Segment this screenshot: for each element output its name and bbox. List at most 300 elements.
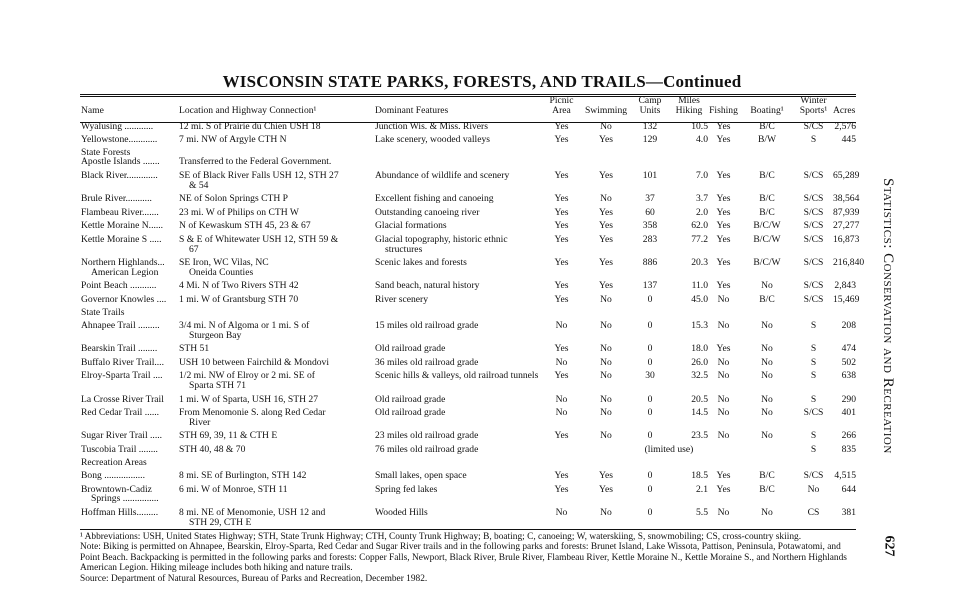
cell-location: USH 10 between Fairchild & Mondovi (179, 356, 330, 368)
cell-winter (795, 381, 832, 391)
cell-features (374, 331, 541, 341)
cell-name: Flambeau River....... (81, 206, 159, 218)
table-row (80, 167, 856, 181)
cell-winter: S (810, 320, 817, 332)
cell-fishing: Yes (716, 483, 731, 495)
cell-camp: 886 (642, 257, 658, 269)
cell-features: Small lakes, open space (375, 470, 467, 482)
cell-picnic: No (555, 356, 568, 368)
cell-swimming: No (600, 370, 612, 382)
col-header-winter: Winter Sports¹ (799, 95, 828, 116)
cell-name (80, 331, 178, 341)
cell-swimming: Yes (599, 206, 613, 218)
col-header-hiking: Miles Hiking (675, 95, 703, 116)
table-row (80, 291, 856, 305)
cell-acres: 835 (841, 444, 856, 456)
cell-winter (795, 157, 832, 167)
cell-boating (739, 418, 795, 428)
cell-location-continuation: STH 29, CTH E (189, 516, 252, 528)
table-row (80, 340, 856, 354)
cell-fishing: No (717, 370, 730, 382)
cell-name: Red Cedar Trail ...... (81, 407, 160, 419)
table-row (80, 217, 856, 231)
cell-location (178, 245, 374, 255)
cell-acres: 208 (841, 320, 856, 332)
cell-fishing (708, 441, 739, 455)
cell-features: Old railroad grade (375, 407, 446, 419)
cell-picnic: Yes (554, 293, 569, 305)
cell-name: Kettle Moraine N...... (81, 220, 164, 232)
table-row (80, 245, 856, 255)
cell-features: 15 miles old railroad grade (375, 320, 479, 332)
cell-fishing (708, 268, 739, 278)
cell-acres: 445 (841, 134, 856, 146)
cell-picnic: Yes (554, 169, 569, 181)
cell-features (374, 268, 541, 278)
cell-fishing (708, 181, 739, 191)
cell-fishing: Yes (716, 343, 731, 355)
table-row (80, 418, 856, 428)
cell-picnic (541, 494, 582, 504)
col-header-features: Dominant Features (375, 104, 449, 116)
cell-fishing: Yes (716, 193, 731, 205)
cell-features: Scenic lakes and forests (375, 257, 467, 269)
table-bottom-rule (80, 529, 856, 530)
cell-features (374, 181, 541, 191)
cell-hiking (670, 245, 708, 255)
cell-boating (739, 245, 795, 255)
cell-picnic: Yes (554, 370, 569, 382)
cell-name (80, 518, 178, 528)
cell-swimming: No (600, 430, 612, 442)
cell-features: Old railroad grade (375, 343, 446, 355)
cell-acres (832, 418, 856, 428)
cell-hiking: 18.0 (691, 343, 708, 355)
cell-swimming (582, 268, 630, 278)
cell-picnic: Yes (554, 120, 569, 132)
cell-location: SE of Black River Falls USH 12, STH 27 (179, 169, 339, 181)
cell-location (178, 268, 374, 278)
cell-fishing: Yes (716, 257, 731, 269)
cell-fishing (708, 494, 739, 504)
cell-winter (795, 245, 832, 255)
cell-boating: No (761, 343, 773, 355)
cell-name: Kettle Moraine S ..... (81, 233, 162, 245)
cell-camp (630, 518, 670, 528)
section-heading: Recreation Areas (81, 456, 147, 468)
cell-swimming: No (600, 407, 612, 419)
cell-name: Brule River........... (81, 193, 152, 205)
cell-picnic: Yes (554, 193, 569, 205)
cell-features: Glacial topography, historic ethnic (375, 233, 508, 245)
cell-hiking (670, 518, 708, 528)
cell-features: Sand beach, natural history (375, 280, 480, 292)
cell-swimming: Yes (599, 220, 613, 232)
cell-winter: S (810, 356, 817, 368)
cell-acres (832, 331, 856, 341)
cell-acres: 2,576 (834, 120, 856, 132)
cell-location: 23 mi. W of Philips on CTH W (179, 206, 299, 218)
table-row (80, 157, 856, 167)
table-header-row (80, 96, 856, 118)
cell-features: Lake scenery, wooded valleys (375, 134, 490, 146)
cell-features: Spring fed lakes (375, 483, 438, 495)
table-row (80, 367, 856, 381)
cell-boating (739, 381, 795, 391)
cell-swimming: No (600, 320, 612, 332)
table-row (80, 481, 856, 495)
cell-hiking: 2.1 (696, 483, 708, 495)
cell-acres: 290 (841, 393, 856, 405)
cell-features: River scenery (375, 293, 429, 305)
cell-features: Scenic hills & valleys, old railroad tunnels (375, 370, 539, 382)
cell-boating: B/C/W (753, 220, 781, 232)
cell-camp: 0 (647, 483, 653, 495)
cell-camp (630, 494, 670, 504)
cell-location: STH 40, 48 & 70 (179, 444, 246, 456)
cell-swimming (582, 331, 630, 341)
cell-acres: 381 (841, 507, 856, 518)
cell-fishing: No (717, 407, 730, 419)
cell-name: Ahnapee Trail ......... (81, 320, 160, 332)
cell-camp (630, 181, 670, 191)
cell-hiking: 20.3 (691, 257, 708, 269)
cell-camp: 0 (647, 470, 653, 482)
cell-acres (832, 181, 856, 191)
cell-picnic (541, 181, 582, 191)
cell-acres (832, 157, 856, 167)
cell-picnic (541, 381, 582, 391)
cell-swimming: Yes (599, 470, 613, 482)
side-caption (880, 0, 900, 600)
cell-acres (832, 518, 856, 528)
cell-name: Northern Highlands... (81, 257, 165, 269)
cell-location: 6 mi. W of Monroe, STH 11 (179, 483, 288, 495)
cell-winter: No (807, 483, 820, 495)
cell-features (374, 518, 541, 528)
cell-name: Black River............. (81, 169, 158, 181)
cell-winter: S/CS (803, 193, 824, 205)
cell-camp: 0 (647, 430, 653, 442)
cell-name (80, 418, 178, 428)
cell-acres: 4,515 (834, 470, 856, 482)
cell-location (178, 418, 374, 428)
cell-hiking: 5.5 (696, 507, 708, 518)
col-header-location: Location and Highway Connection¹ (179, 104, 317, 116)
cell-acres: 266 (841, 430, 856, 442)
cell-camp: 30 (645, 370, 655, 382)
col-header-swimming: Swimming (584, 104, 628, 116)
cell-camp: 60 (645, 206, 655, 218)
cell-features: 76 miles old railroad grade (375, 444, 479, 456)
cell-winter: S/CS (803, 280, 824, 292)
cell-acres: 2,843 (834, 280, 856, 292)
cell-camp: 0 (647, 356, 653, 368)
cell-acres: 65,289 (833, 169, 860, 181)
cell-swimming (582, 441, 630, 455)
cell-boating (739, 268, 795, 278)
cell-features: Outstanding canoeing river (375, 206, 480, 218)
cell-boating (739, 518, 795, 528)
footnote-abbreviations: ¹ Abbreviations: USH, United States Highway; STH, State Trunk Highway; CTH, County Trunk Highway; B, boating; C, canoeing; W, waterskiing, S, snowmobiling; CS, cross-country skiing. (80, 532, 802, 542)
page-title: WISCONSIN STATE PARKS, FORESTS, AND TRAILS—Continued (222, 72, 742, 91)
cell-camp: 37 (645, 193, 655, 205)
cell-swimming: No (600, 193, 612, 205)
cell-hiking: 7.0 (696, 169, 708, 181)
table-row (80, 181, 856, 191)
table-row (80, 268, 856, 278)
cell-hiking (670, 181, 708, 191)
cell-location: N of Kewaskum STH 45, 23 & 67 (179, 220, 311, 232)
cell-acres: 87,939 (833, 206, 860, 218)
section-heading-row (80, 455, 856, 468)
cell-swimming: Yes (599, 483, 613, 495)
cell-swimming: Yes (599, 280, 613, 292)
cell-location: 12 mi. S of Prairie du Chien USH 18 (179, 120, 321, 132)
cell-camp (630, 381, 670, 391)
cell-picnic: Yes (554, 280, 569, 292)
cell-hiking: 11.0 (691, 280, 708, 292)
cell-boating (739, 331, 795, 341)
cell-acres: 15,469 (833, 293, 860, 305)
cell-winter: S/CS (803, 206, 824, 218)
cell-fishing (708, 418, 739, 428)
cell-fishing: No (717, 293, 730, 305)
table-row (80, 494, 856, 504)
table-row (80, 190, 856, 204)
cell-acres: 16,873 (833, 233, 860, 245)
table-row (80, 277, 856, 291)
cell-boating: No (761, 356, 773, 368)
table-row (80, 354, 856, 368)
cell-location: 1 mi. W of Sparta, USH 16, STH 27 (179, 393, 319, 405)
cell-camp: 358 (642, 220, 658, 232)
cell-swimming: Yes (599, 257, 613, 269)
cell-name: Wyalusing ............ (81, 120, 154, 132)
cell-fishing: Yes (716, 169, 731, 181)
col-header-camp: Camp Units (638, 95, 662, 116)
footnote-note: Note: Biking is permitted on Ahnapee, Bearskin, Elroy-Sparta, Red Cedar and Sugar River trails and in the following parks and forests: Brunet Island, Lake Wissota, Pattison, Peninsula, Potawatomi, and Point Beach. Backpacking is permitted in the following parks and forests: Copper Falls, Newport, Black River, Brule River, Flambeau River, Kettle Moraine N., Kettle Moraine S., and Northern Highlands American Legion. Hiking mileage includes both hiking and nature trails. (80, 542, 847, 574)
cell-hiking (670, 331, 708, 341)
cell-winter (795, 494, 832, 504)
cell-location-continuation: Sparta STH 71 (189, 380, 247, 392)
cell-hiking: 23.5 (691, 430, 708, 442)
cell-swimming (582, 418, 630, 428)
cell-camp: 283 (642, 233, 658, 245)
cell-picnic: Yes (554, 343, 569, 355)
cell-winter: S (810, 430, 817, 442)
cell-boating: B/C (759, 193, 775, 205)
cell-location: Transferred to the Federal Government. (179, 156, 332, 168)
cell-hiking (670, 494, 708, 504)
cell-acres (832, 245, 856, 255)
cell-fishing (708, 381, 739, 391)
cell-camp: 137 (642, 280, 658, 292)
cell-location (178, 494, 374, 504)
cell-location: 7 mi. NW of Argyle CTH N (179, 134, 287, 146)
header-bottom-rule (80, 122, 856, 123)
cell-picnic (541, 268, 582, 278)
table-row (80, 231, 856, 245)
cell-acres (832, 268, 856, 278)
col-header-acres: Acres (833, 104, 856, 116)
cell-swimming: No (600, 356, 612, 368)
cell-camp: 0 (647, 393, 653, 405)
cell-winter: S/CS (803, 220, 824, 232)
cell-boating: B/C/W (753, 233, 781, 245)
cell-name (80, 245, 178, 255)
cell-features: 36 miles old railroad grade (375, 356, 479, 368)
cell-location: S & E of Whitewater USH 12, STH 59 & (179, 233, 339, 245)
cell-camp: 132 (642, 120, 658, 132)
footnotes (80, 532, 860, 584)
cell-name: Browntown-Cadiz (81, 483, 152, 495)
cell-fishing (708, 331, 739, 341)
table-row (80, 204, 856, 218)
cell-camp: 0 (647, 320, 653, 332)
parks-table (80, 95, 865, 528)
cell-hiking: 77.2 (691, 233, 708, 245)
cell-name: Tuscobia Trail ........ (81, 444, 158, 456)
cell-swimming (582, 494, 630, 504)
cell-winter: S/CS (803, 233, 824, 245)
cell-fishing: No (717, 507, 730, 518)
cell-fishing: Yes (716, 280, 731, 292)
cell-hiking: 32.5 (691, 370, 708, 382)
cell-swimming: No (600, 343, 612, 355)
cell-winter (795, 518, 832, 528)
cell-picnic (541, 441, 582, 455)
cell-swimming: Yes (599, 233, 613, 245)
cell-features (374, 157, 541, 167)
cell-location (178, 381, 374, 391)
cell-fishing: Yes (716, 120, 731, 132)
cell-camp: 0 (647, 293, 653, 305)
cell-winter: S/CS (803, 407, 824, 419)
cell-fishing: No (717, 430, 730, 442)
cell-camp: 0 (647, 407, 653, 419)
cell-name (80, 381, 178, 391)
cell-name (80, 494, 178, 504)
cell-camp (630, 157, 670, 167)
table-row (80, 254, 856, 268)
section-heading: State Forests (81, 146, 131, 158)
table-row (80, 504, 856, 518)
cell-fishing: Yes (716, 206, 731, 218)
cell-boating: No (761, 280, 773, 292)
cell-location: NE of Solon Springs CTH P (179, 193, 289, 205)
cell-camp: 0 (647, 343, 653, 355)
table-row (80, 467, 856, 481)
cell-acres: 216,840 (833, 257, 865, 269)
cell-acres: 474 (841, 343, 856, 355)
cell-fishing: Yes (716, 220, 731, 232)
cell-fishing: No (717, 356, 730, 368)
cell-swimming: No (600, 293, 612, 305)
cell-acres: 638 (841, 370, 856, 382)
cell-winter: S (810, 370, 817, 382)
cell-features: Old railroad grade (375, 393, 446, 405)
cell-winter: S (810, 393, 817, 405)
cell-features: Glacial formations (375, 220, 447, 232)
cell-winter: S/CS (803, 169, 824, 181)
cell-hiking: 10.5 (691, 120, 708, 132)
cell-fishing: Yes (716, 470, 731, 482)
cell-swimming: Yes (599, 134, 613, 146)
cell-boating (739, 441, 795, 455)
cell-location: From Menomonie S. along Red Cedar (179, 407, 326, 419)
cell-fishing: Yes (716, 134, 731, 146)
cell-location: 3/4 mi. N of Algoma or 1 mi. S of (179, 320, 310, 332)
cell-picnic: Yes (554, 483, 569, 495)
cell-camp (630, 418, 670, 428)
cell-name-continuation: American Legion (91, 266, 159, 278)
cell-name-continuation: Springs ............... (91, 493, 159, 505)
cell-boating: No (761, 393, 773, 405)
cell-location (178, 518, 374, 528)
col-header-fishing: Fishing (709, 104, 738, 116)
cell-name (80, 268, 178, 278)
cell-location: 8 mi. NE of Menomonie, USH 12 and (179, 507, 326, 518)
cell-swimming: No (600, 120, 612, 132)
cell-name: Governor Knowles .... (81, 293, 167, 305)
cell-name: Apostle Islands ....... (81, 156, 160, 168)
table-row (80, 391, 856, 405)
cell-location-continuation: Oneida Counties (189, 266, 254, 278)
cell-boating: No (761, 370, 773, 382)
cell-features: Wooded Hills (375, 507, 428, 518)
cell-features-continuation: structures (385, 243, 423, 255)
cell-winter (795, 418, 832, 428)
cell-acres (832, 494, 856, 504)
cell-name: Point Beach ........... (81, 280, 157, 292)
cell-picnic (541, 245, 582, 255)
cell-camp (630, 331, 670, 341)
cell-name: Yellowstone............ (81, 134, 158, 146)
cell-boating (739, 494, 795, 504)
page-number: 627 (881, 535, 897, 557)
cell-picnic: Yes (554, 430, 569, 442)
cell-location (178, 331, 374, 341)
cell-boating: B/C (759, 206, 775, 218)
cell-picnic: No (555, 320, 568, 332)
cell-camp (630, 245, 670, 255)
cell-picnic: Yes (554, 257, 569, 269)
cell-location-continuation: & 54 (189, 179, 209, 191)
cell-hiking: 26.0 (691, 356, 708, 368)
cell-fishing: No (717, 393, 730, 405)
cell-features: Excellent fishing and canoeing (375, 193, 494, 205)
cell-location: STH 69, 39, 11 & CTH E (179, 430, 278, 442)
cell-winter (795, 181, 832, 191)
cell-boating: B/C (759, 470, 775, 482)
col-header-name: Name (81, 104, 104, 116)
cell-location: 4 Mi. N of Two Rivers STH 42 (179, 280, 299, 292)
cell-camp: 0 (647, 507, 653, 518)
cell-winter: S (810, 444, 817, 456)
cell-hiking (670, 381, 708, 391)
cell-picnic (541, 331, 582, 341)
cell-swimming: No (600, 507, 612, 518)
cell-winter: S/CS (803, 293, 824, 305)
cell-boating: No (761, 320, 773, 332)
cell-fishing (708, 245, 739, 255)
cell-picnic: Yes (554, 220, 569, 232)
cell-swimming: No (600, 393, 612, 405)
cell-boating: No (761, 430, 773, 442)
col-header-picnic: Picnic Area (549, 95, 574, 116)
section-heading: State Trails (81, 306, 125, 318)
